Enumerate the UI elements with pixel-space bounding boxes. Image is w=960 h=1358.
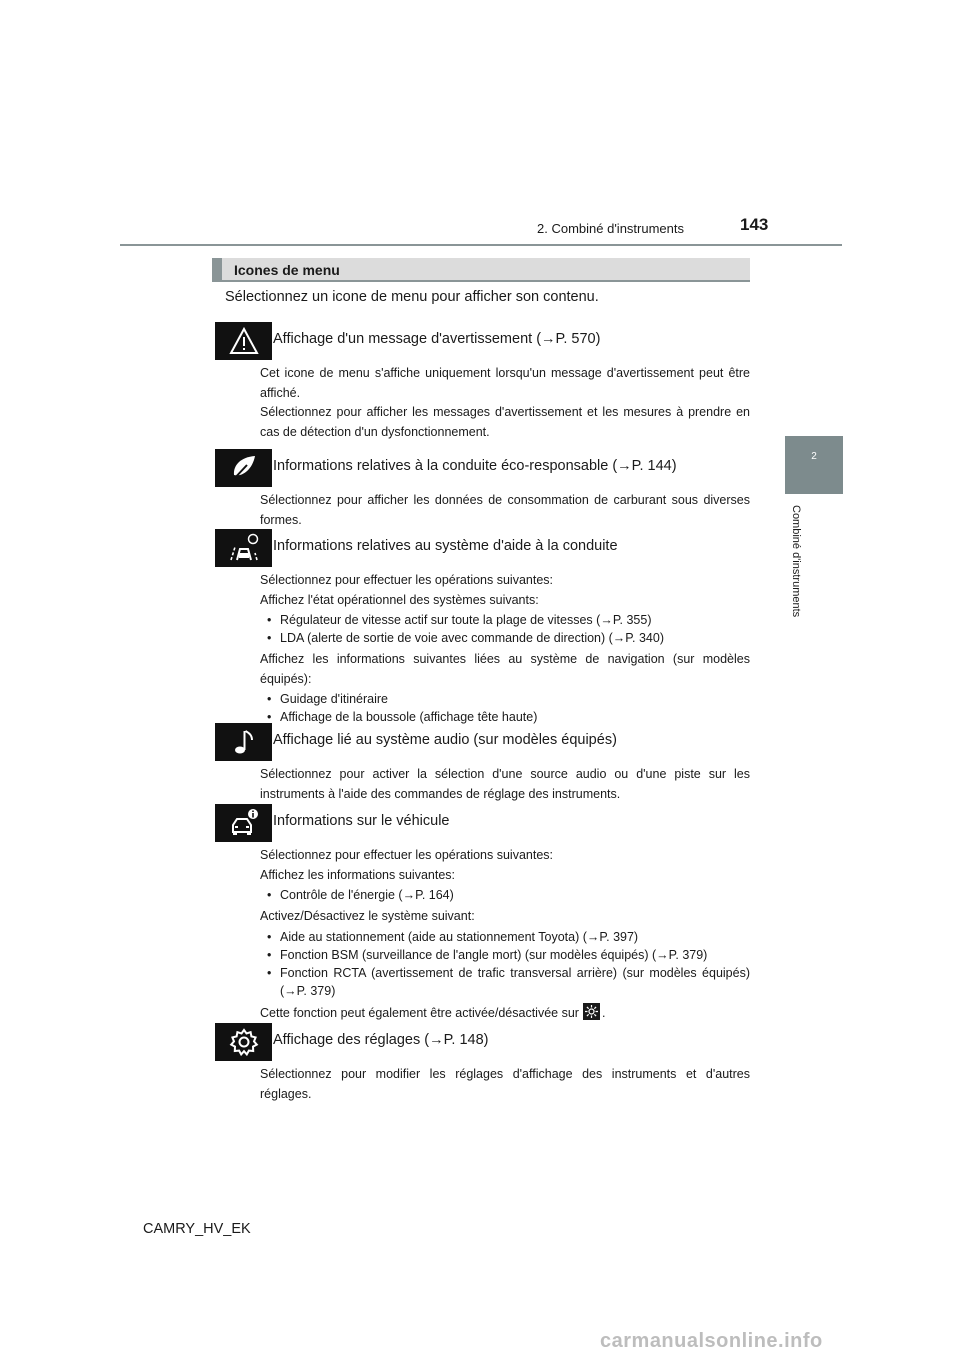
driving-assist-icon — [215, 529, 272, 567]
entry-paragraph-text: Cette fonction peut également être activée/désactivée sur — [260, 1005, 579, 1020]
entry-title: Affichage lié au système audio (sur modèles équipés) — [273, 732, 617, 748]
music-note-icon — [215, 723, 272, 761]
entry-paragraph: Affichez les informations suivantes liées au système de navigation (sur modèles équipés): — [260, 652, 750, 686]
header-divider — [120, 244, 842, 246]
entry-paragraph: Sélectionnez pour effectuer les opérations suivantes: — [260, 573, 554, 587]
list-item: • Affichage de la boussole (affichage tête haute) — [280, 708, 750, 726]
section-intro: Sélectionnez un icone de menu pour afficher son contenu. — [225, 289, 599, 305]
page-number: 143 — [740, 215, 769, 234]
entry-paragraph: Affichez l'état opérationnel des systèmes suivants: — [260, 592, 539, 607]
chapter-side-label — [790, 505, 806, 640]
entry-title: Affichage d'un message d'avertissement (→P. 570) — [273, 331, 601, 347]
list-item: • Guidage d'itinéraire — [280, 690, 750, 708]
settings-gear-icon — [215, 1023, 272, 1061]
menu-entry-driving-assist — [215, 529, 750, 729]
menu-entry-settings — [215, 1023, 750, 1104]
menu-entry-audio — [215, 723, 750, 804]
eco-leaf-icon — [215, 449, 272, 487]
menu-entry-vehicle-info — [215, 804, 750, 1023]
list-item: • Contrôle de l'énergie (→P. 164) — [280, 886, 750, 904]
watermark: carmanualsonline.info — [600, 1330, 823, 1352]
entry-paragraph: Sélectionnez pour activer la sélection d'une source audio ou d'une piste sur les instruments à l'aide des commandes de réglage des instruments. — [260, 767, 750, 801]
entry-paragraph: Sélectionnez pour effectuer les opérations suivantes: — [260, 848, 554, 862]
entry-title: Informations sur le véhicule — [273, 813, 450, 829]
entry-title: Affichage des réglages (→P. 148) — [273, 1032, 489, 1048]
section-title: Icones de menu — [234, 262, 340, 278]
list-item: • Fonction RCTA (avertissement de trafic transversal arrière) (sur modèles équipés) (→P. 379) — [280, 964, 750, 1000]
entry-paragraph: Sélectionnez pour afficher les données de consommation de carburant sous diverses formes. — [260, 493, 750, 527]
entry-paragraph: Sélectionnez pour modifier les réglages d'affichage des instruments et d'autres réglages. — [260, 1067, 750, 1101]
warning-triangle-icon — [215, 322, 272, 360]
list-item: • Fonction BSM (surveillance de l'angle mort) (sur modèles équipés) (→P. 379) — [280, 946, 750, 964]
document-code: CAMRY_HV_EK — [143, 1221, 251, 1237]
chapter-side-label-text: Combiné d'instruments — [790, 505, 802, 618]
section-heading — [212, 258, 750, 282]
menu-entry-eco — [215, 449, 750, 530]
chapter-tab: 2 — [785, 436, 843, 494]
list-item: • Aide au stationnement (aide au stationnement Toyota) (→P. 397) — [280, 928, 750, 946]
entry-title: Informations relatives à la conduite éco-responsable (→P. 144) — [273, 458, 677, 474]
vehicle-info-icon — [215, 804, 272, 842]
entry-paragraph: Cet icone de menu s'affiche uniquement lorsqu'un message d'avertissement peut être affiché. — [260, 366, 750, 400]
menu-entry-warning — [215, 322, 750, 442]
settings-gear-icon — [583, 1003, 600, 1020]
entry-paragraph: Activez/Désactivez le système suivant: — [260, 909, 475, 923]
list-item: • Régulateur de vitesse actif sur toute la plage de vitesses (→P. 355) — [280, 611, 750, 629]
list-item: • LDA (alerte de sortie de voie avec commande de direction) (→P. 340) — [280, 629, 750, 647]
entry-title: Informations relatives au système d'aide à la conduite — [273, 538, 618, 554]
entry-paragraph-suffix: . — [601, 1005, 606, 1020]
entry-paragraph: Sélectionnez pour afficher les messages d'avertissement et les mesures à prendre en cas de détection d'un dysfonctionnement. — [260, 405, 750, 439]
entry-paragraph — [260, 1003, 750, 1024]
chapter-title: 2. Combiné d'instruments — [537, 221, 684, 236]
entry-paragraph: Affichez les informations suivantes: — [260, 867, 456, 882]
